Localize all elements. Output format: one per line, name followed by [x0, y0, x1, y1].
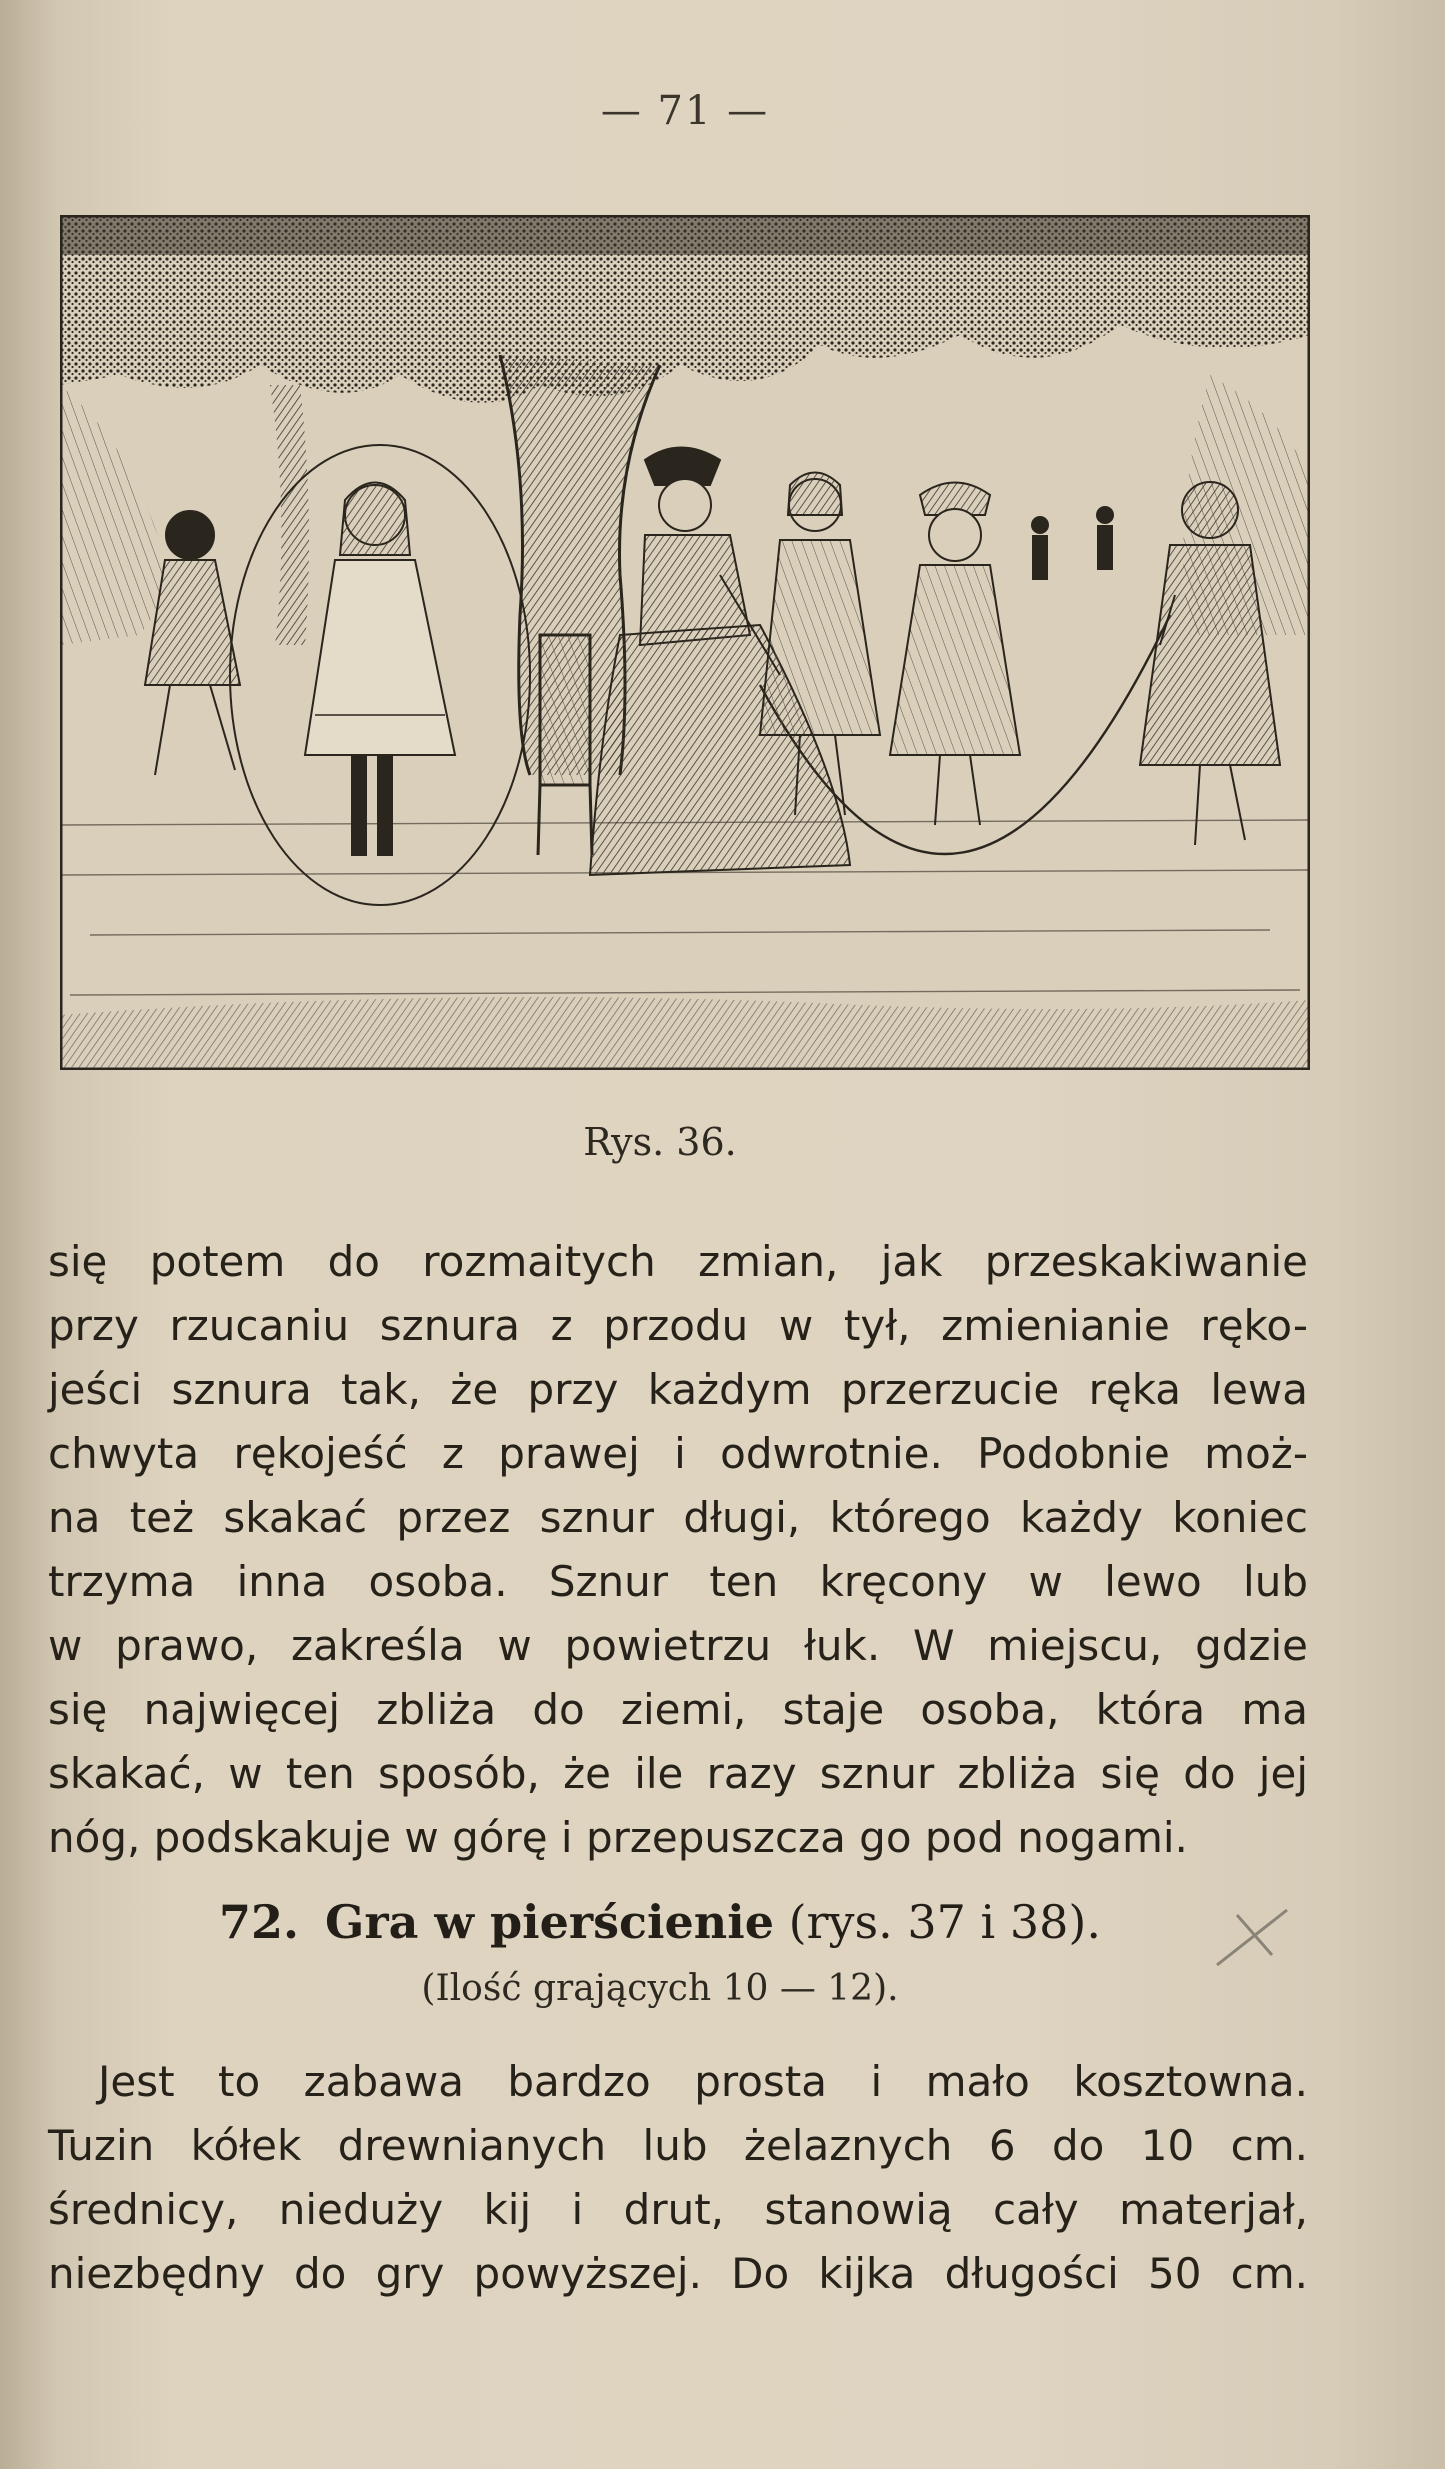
text-line: Jest to zabawa bardzo prosta i mało kosztowna. [98, 2057, 1308, 2106]
text-line: Tuzin kółek drewnianych lub żelaznych 6 do 10 cm. [48, 2121, 1308, 2170]
text-line: w prawo, zakreśla w powietrzu łuk. W miejscu, gdzie [48, 1621, 1308, 1670]
text-line: chwyta rękojeść z prawej i odwrotnie. Podobnie moż- [48, 1429, 1308, 1478]
section-figure-reference: (rys. 37 i 38). [788, 1895, 1101, 1949]
section-title: Gra w pierścienie [325, 1895, 774, 1949]
player-count-subtitle: (Ilość grających 10 — 12). [421, 1968, 899, 2009]
paragraph-1 [48, 1230, 1308, 1870]
paragraph-1-text [48, 1230, 1308, 1870]
text-line: jeści sznura tak, że przy każdym przerzucie ręka lewa [48, 1365, 1308, 1414]
text-line: na też skakać przez sznur długi, którego każdy koniec [48, 1493, 1308, 1542]
paragraph-2 [48, 2050, 1308, 2306]
section-number: 72. [219, 1895, 300, 1949]
text-line: skakać, w ten sposób, że ile razy sznur zbliża się do jej [48, 1749, 1308, 1798]
page-number: — 71 — [600, 88, 770, 134]
paragraph-2-text [48, 2050, 1308, 2306]
text-line: niezbędny do gry powyższej. Do kijka długości 50 cm. [48, 2249, 1308, 2298]
engraving-image [60, 215, 1310, 1070]
pencil-x-mark [1212, 1900, 1292, 1970]
text-line: przy rzucaniu sznura z przodu w tył, zmienianie ręko- [48, 1301, 1308, 1350]
section-heading [0, 1895, 1320, 1949]
text-line: się najwięcej zbliża do ziemi, staje osoba, która ma [48, 1685, 1308, 1734]
text-line: średnicy, nieduży kij i drut, stanowią cały materjał, [48, 2185, 1308, 2234]
text-line: trzyma inna osoba. Sznur ten kręcony w lewo lub [48, 1557, 1308, 1606]
text-line: nóg, podskakuje w górę i przepuszcza go pod nogami. [48, 1813, 1188, 1862]
figure-illustration-skipping-rope [60, 215, 1310, 1070]
text-line: się potem do rozmaitych zmian, jak przeskakiwanie [48, 1237, 1308, 1286]
figure-caption: Rys. 36. [583, 1120, 737, 1164]
